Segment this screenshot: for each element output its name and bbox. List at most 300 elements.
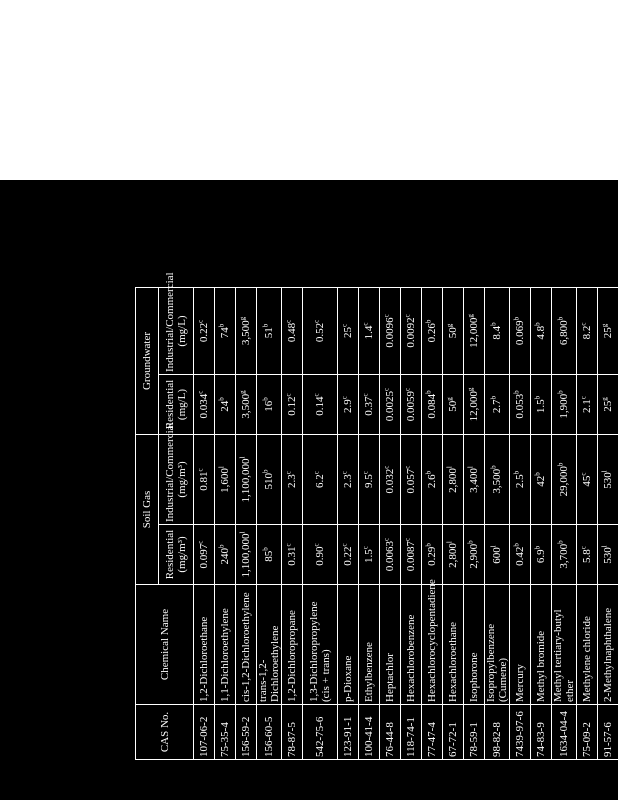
soil-residential-cell [194,525,215,585]
footnote-marker: l [445,541,454,544]
footnote-marker: b [466,540,475,544]
gw-industrial-cell [422,287,443,374]
soil-industrial-cell [619,435,644,525]
footnote-marker: b [261,397,270,401]
gw-residential-cell-value: 3,500 [240,393,252,419]
soil-industrial-cell [282,435,303,525]
gw-residential-cell-value: 50 [447,400,459,412]
chemical-name-cell [598,585,619,705]
gw-industrial-cell [485,287,510,374]
soil-residential-cell-value: 0.29 [426,546,438,566]
gw-industrial-cell-value: 8.2 [581,325,593,340]
gw-industrial-cell [598,287,619,374]
gw-industrial-cell [531,287,552,374]
gw-industrial-cell-value: 0.0096 [384,317,396,348]
footnote-marker: l [600,545,609,548]
footnote-marker: b [512,470,521,475]
soil-residential-cell [577,525,598,585]
gw-residential-cell [422,375,443,435]
footnote-marker: c [340,543,349,547]
header-gw-industrial: Industrial/Commercial (mg/L) [159,287,194,374]
soil-residential-cell-value: 2,900 [468,543,480,569]
gw-industrial-cell [282,287,303,374]
cas-cell [531,705,552,760]
chemical-name-cell-value: 2-Methylphenol (o-cresol) [619,615,643,702]
gw-residential-cell-value: 24 [219,400,231,412]
gw-residential-cell [577,375,598,435]
soil-residential-cell-value: 2,800 [447,543,459,568]
cas-cell-value: 78-87-5 [286,722,298,757]
cas-cell-value: 118-74-1 [405,717,417,757]
gw-industrial-cell [552,287,577,374]
footnote-marker: b [556,316,565,321]
soil-industrial-cell [598,435,619,525]
gw-residential-cell [401,375,422,435]
gw-residential-cell-value: 1,900 [558,393,570,419]
gw-industrial-cell-value: 12,000 [468,317,480,348]
soil-residential-cell-value: 1,100,000 [240,533,252,578]
cas-cell-value: 91-57-6 [602,722,614,757]
chemical-name-cell-value: Hexachlorocyclopentadiene [426,579,438,702]
gw-residential-cell-value: 2.7 [491,399,503,414]
footnote-marker: b [623,544,632,548]
soil-industrial-cell-value: 3,400 [468,468,480,493]
cas-cell-value: 75-35-4 [219,722,231,757]
soil-industrial-cell [359,435,380,525]
soil-residential-cell-value: 6.9 [535,549,547,564]
screening-levels-table [135,272,644,760]
chemical-name-cell-value: Mercury [514,664,526,702]
gw-residential-cell-value: 0.053 [514,393,526,419]
cas-cell [422,705,443,760]
cas-cell-value: 7439-97-6 [514,711,526,757]
gw-residential-cell-value: 2.9 [342,399,354,413]
soil-residential-cell-value: 600 [625,548,637,565]
gw-industrial-cell [401,287,422,374]
chemical-name-cell [282,585,303,705]
gw-residential-cell [236,375,257,435]
soil-industrial-cell-value: 530 [602,472,614,489]
footnote-marker: c [284,393,293,397]
soil-residential-cell-value: 0.90 [314,546,326,566]
gw-residential-cell-value: 0.084 [426,393,438,419]
soil-industrial-cell-value: 45 [581,475,593,487]
gw-industrial-cell [215,287,236,374]
footnote-marker: g [623,314,632,318]
soil-residential-cell-value: 600 [491,547,503,564]
gw-industrial-cell [194,287,215,374]
soil-industrial-cell-value: 2.3 [342,474,354,488]
footnote-marker: c [312,393,321,397]
footnote-marker: b [556,462,565,467]
footnote-marker: l [217,466,226,469]
footnote-marker: c [312,471,321,475]
soil-residential-cell [236,525,257,585]
footnote-marker: b [261,547,270,551]
footnote-marker: c [196,319,205,323]
cas-cell [619,705,644,760]
soil-residential-cell [359,525,380,585]
footnote-marker: l [600,470,609,473]
soil-residential-cell-value: 85 [263,550,275,562]
chemical-name-cell-value: Isophorone [468,652,480,702]
footnote-marker: b [217,544,226,548]
footnote-marker: c [403,537,412,541]
soil-industrial-cell [422,435,443,525]
chemical-name-cell [359,585,380,705]
header-soil-gas: Soil Gas [136,435,159,585]
gw-residential-cell-value: 0.0025 [384,390,396,422]
gw-industrial-cell-value: 0.22 [198,322,210,343]
footnote-marker: b [424,543,433,547]
soil-residential-cell [598,525,619,585]
cas-cell-value: 100-41-4 [363,716,375,757]
gw-residential-cell [552,375,577,435]
footnote-marker: c [361,393,370,397]
gw-industrial-cell-value: 25 [342,327,354,339]
cas-cell [236,705,257,760]
chemical-name-cell-value: Methyl bromide [535,630,547,702]
cas-cell [510,705,531,760]
soil-residential-cell [510,525,531,585]
soil-residential-cell [422,525,443,585]
chemical-name-cell [443,585,464,705]
soil-residential-cell-value: 240 [219,548,231,565]
soil-industrial-cell-value: 2.3 [286,474,298,488]
footnote-marker: b [533,322,542,326]
footnote-marker: l [238,531,247,534]
soil-industrial-cell-value: 0.032 [384,468,396,494]
table-row [236,287,257,759]
footnote-marker: b [533,472,542,476]
footnote-marker: c [196,468,205,472]
table-row [282,287,303,759]
soil-industrial-cell-value: 42 [535,475,547,487]
footnote-marker: l [466,466,475,469]
table-row [401,287,422,759]
gw-industrial-cell-value: 3,500 [240,320,252,346]
table-row [194,287,215,759]
gw-residential-cell [303,375,338,435]
soil-residential-cell-value: 0.0087 [405,540,417,572]
cas-cell-value: 67-72-1 [447,722,459,757]
chemical-name-cell-value: 1,1-Dichloroethylene [219,608,231,702]
footnote-marker: l [489,545,498,548]
cas-cell [485,705,510,760]
footnote-marker: c [196,390,205,394]
cas-cell [338,705,359,760]
footnote-marker: c [403,314,412,318]
chemical-name-cell [485,585,510,705]
chemical-name-cell-value: Isopropylbenzene (Cumene) [485,623,509,702]
gw-residential-cell [619,375,644,435]
gw-residential-cell [257,375,282,435]
soil-residential-cell [380,525,401,585]
soil-industrial-cell [552,435,577,525]
footnote-marker: c [403,387,412,391]
chemical-name-cell-value: Methylene chloride [581,616,593,702]
footnote-marker: l [238,456,247,459]
chemical-name-cell [464,585,485,705]
footnote-marker: g [466,387,475,392]
gw-residential-cell-value: 25 [602,400,614,412]
cas-cell-value: 78-59-1 [468,722,480,757]
gw-industrial-cell-value: 8.4 [491,325,503,340]
gw-industrial-cell [380,287,401,374]
table-row [510,287,531,759]
table-row [422,287,443,759]
soil-residential-cell-value: 1.5 [363,549,375,563]
table-row [577,287,598,759]
chemical-name-cell-value: 2-Methylnaphthalene [602,607,614,702]
chemical-name-cell-value: Methyl tertiary-butyl ether [552,609,576,702]
table-row [464,287,485,759]
footnote-marker: g [445,323,454,328]
gw-industrial-cell-value: 0.26 [426,323,438,343]
table-row [380,287,401,759]
soil-industrial-cell-value: 2,800 [447,468,459,493]
footnote-marker: c [312,319,321,323]
footnote-marker: g [238,316,247,321]
gw-industrial-cell-value: 50 [447,327,459,339]
header-cas: CAS No. [136,705,194,760]
cas-cell [464,705,485,760]
soil-residential-cell-value: 0.42 [514,546,526,566]
soil-residential-cell-value: 5.8 [581,549,593,563]
soil-residential-cell [531,525,552,585]
soil-industrial-cell [577,435,598,525]
table-row [443,287,464,759]
gw-industrial-cell [464,287,485,374]
cas-cell [194,705,215,760]
chemical-name-cell-value: 1,2-Dichloroethane [198,616,210,702]
soil-industrial-cell-value: 2.6 [426,474,438,489]
gw-industrial-cell [619,287,644,374]
cas-cell [577,705,598,760]
chemical-name-cell [338,585,359,705]
table-row [485,287,510,759]
soil-industrial-cell-value: 3,500 [491,468,503,494]
table-row [619,287,644,759]
soil-residential-cell-value: 0.31 [286,546,298,566]
gw-residential-cell [338,375,359,435]
soil-residential-cell-value: 530 [602,547,614,564]
cas-cell [598,705,619,760]
footnote-marker: g [466,314,475,318]
gw-industrial-cell [359,287,380,374]
soil-industrial-cell-value: 29,000 [558,466,570,497]
gw-residential-cell-value: 16 [263,400,275,412]
gw-residential-cell [485,375,510,435]
soil-industrial-cell [531,435,552,525]
footnote-marker: c [579,322,588,326]
footnote-marker: b [556,390,565,394]
soil-residential-cell [443,525,464,585]
gw-industrial-cell-value: 4.8 [535,325,547,340]
footnote-marker: b [489,465,498,469]
soil-industrial-cell-value: 1,100,000 [240,458,252,503]
cas-cell [552,705,577,760]
footnote-marker: b [424,470,433,475]
cas-cell-value: 156-59-2 [240,716,252,757]
gw-residential-cell-value: 0.12 [286,396,298,416]
chemical-name-cell [531,585,552,705]
table-row [531,287,552,759]
footnote-marker: c [284,543,293,547]
table-row [215,287,236,759]
cas-cell-value: 156-60-5 [263,716,275,757]
footnote-marker: b [424,390,433,394]
soil-industrial-cell-value: 6.2 [314,474,326,488]
footnote-marker: g [600,397,609,401]
soil-residential-cell [464,525,485,585]
table-row [598,287,619,759]
soil-residential-cell [257,525,282,585]
table-row [303,287,338,759]
gw-industrial-cell-value: 25 [602,327,614,339]
cas-cell [380,705,401,760]
footnote-marker: b [533,545,542,550]
soil-industrial-cell-value: 1,600 [219,468,231,493]
gw-residential-cell [282,375,303,435]
cas-cell-value: 107-06-2 [198,716,210,757]
footnote-marker: c [382,537,391,541]
gw-residential-cell-value: 0.14 [314,396,326,416]
soil-residential-cell [485,525,510,585]
gw-residential-cell [443,375,464,435]
footnote-marker: c [196,540,205,544]
cas-cell-value: 95-48-7 [625,722,637,757]
cas-cell-value: 75-09-2 [581,722,593,757]
cas-cell-value: 77-47-4 [426,722,438,757]
soil-industrial-cell [215,435,236,525]
soil-industrial-cell-value: 1,800 [625,468,637,493]
table-row [552,287,577,759]
gw-residential-cell [194,375,215,435]
footnote-marker: c [579,472,588,476]
cas-cell-value: 76-44-8 [384,722,396,757]
chemical-name-cell [577,585,598,705]
footnote-marker: c [361,322,370,326]
footnote-marker: b [489,322,498,326]
soil-industrial-cell [194,435,215,525]
table-body [194,287,644,759]
gw-residential-cell [380,375,401,435]
footnote-marker: b [512,390,521,394]
soil-residential-cell-value: 3,700 [558,543,570,569]
soil-industrial-cell [257,435,282,525]
chemical-name-cell-value: Hexachlorobenzene [405,614,417,702]
gw-industrial-cell [257,287,282,374]
footnote-marker: c [284,319,293,323]
soil-residential-cell [401,525,422,585]
footnote-marker: c [382,387,391,391]
header-soil-industrial: Industrial/Commercial (mg/m³) [159,435,194,525]
gw-residential-cell [531,375,552,435]
gw-residential-cell-value: 0.034 [198,393,210,419]
chemical-name-cell [619,585,644,705]
gw-industrial-cell [443,287,464,374]
soil-industrial-cell-value: 2.5 [514,474,526,489]
soil-residential-cell-value: 0.097 [198,543,210,569]
gw-industrial-cell [577,287,598,374]
footnote-marker: c [340,323,349,328]
soil-industrial-cell [338,435,359,525]
gw-residential-cell [215,375,236,435]
gw-residential-cell [510,375,531,435]
gw-residential-cell [359,375,380,435]
footnote-marker: g [445,397,454,401]
footnote-marker: b [261,323,270,328]
footnote-marker: g [238,390,247,394]
gw-industrial-cell-value: 1.4 [363,325,375,340]
chemical-name-cell [380,585,401,705]
footnote-marker: b [512,316,521,321]
footnote-marker: b [512,543,521,547]
gw-residential-cell-value: 0.0059 [405,390,417,422]
gw-residential-cell [464,375,485,435]
soil-industrial-cell-value: 0.057 [405,468,417,494]
gw-industrial-cell-value: 74 [219,327,231,339]
soil-industrial-cell-value: 9.5 [363,474,375,488]
chemical-name-cell-value: Hexachloroethane [447,621,459,702]
footnote-marker: b [217,397,226,401]
gw-residential-cell-value: 26,000 [625,391,637,422]
chemical-name-cell-value: Ethylbenzene [363,642,375,702]
footnote-marker: c [340,396,349,400]
soil-industrial-cell [464,435,485,525]
soil-industrial-cell-value: 510 [263,473,275,490]
soil-residential-cell-value: 0.22 [342,546,354,566]
chemical-name-cell [194,585,215,705]
chemical-name-cell [257,585,282,705]
cas-cell-value: 98-82-8 [491,722,503,757]
cas-cell-value: 542-75-6 [314,716,326,757]
chemical-name-cell-value: p-Dioxane [342,655,354,702]
soil-industrial-cell [485,435,510,525]
chemical-name-cell [401,585,422,705]
cas-cell-value: 123-91-1 [342,716,354,757]
soil-residential-cell [303,525,338,585]
chemical-name-cell [422,579,443,705]
footnote-marker: c [403,465,412,469]
chemical-name-cell-value: cis-1,2-Dichloroethylene [240,592,252,702]
soil-industrial-cell [236,435,257,525]
cas-cell [257,705,282,760]
gw-residential-cell-value: 0.37 [363,396,375,416]
cas-cell [282,705,303,760]
cas-cell [401,705,422,760]
footnote-marker: c [382,314,391,318]
footnote-marker: g [600,323,609,328]
table-row [338,287,359,759]
soil-residential-cell [552,525,577,585]
footnote-marker: c [361,546,370,550]
gw-industrial-cell [303,287,338,374]
soil-residential-cell [215,525,236,585]
gw-residential-cell-value: 2.1 [581,399,593,413]
rotated-table-container [135,272,643,760]
gw-industrial-cell-value: 0.0092 [405,317,417,348]
cas-cell [215,705,236,760]
footnote-marker: g [623,387,632,392]
footnote-marker: c [312,543,321,547]
gw-industrial-cell-value: 0.48 [286,322,298,343]
footnote-marker: b [489,395,498,400]
soil-industrial-cell [443,435,464,525]
gw-industrial-cell-value: 0.52 [314,322,326,343]
gw-industrial-cell-value: 51 [263,327,275,339]
